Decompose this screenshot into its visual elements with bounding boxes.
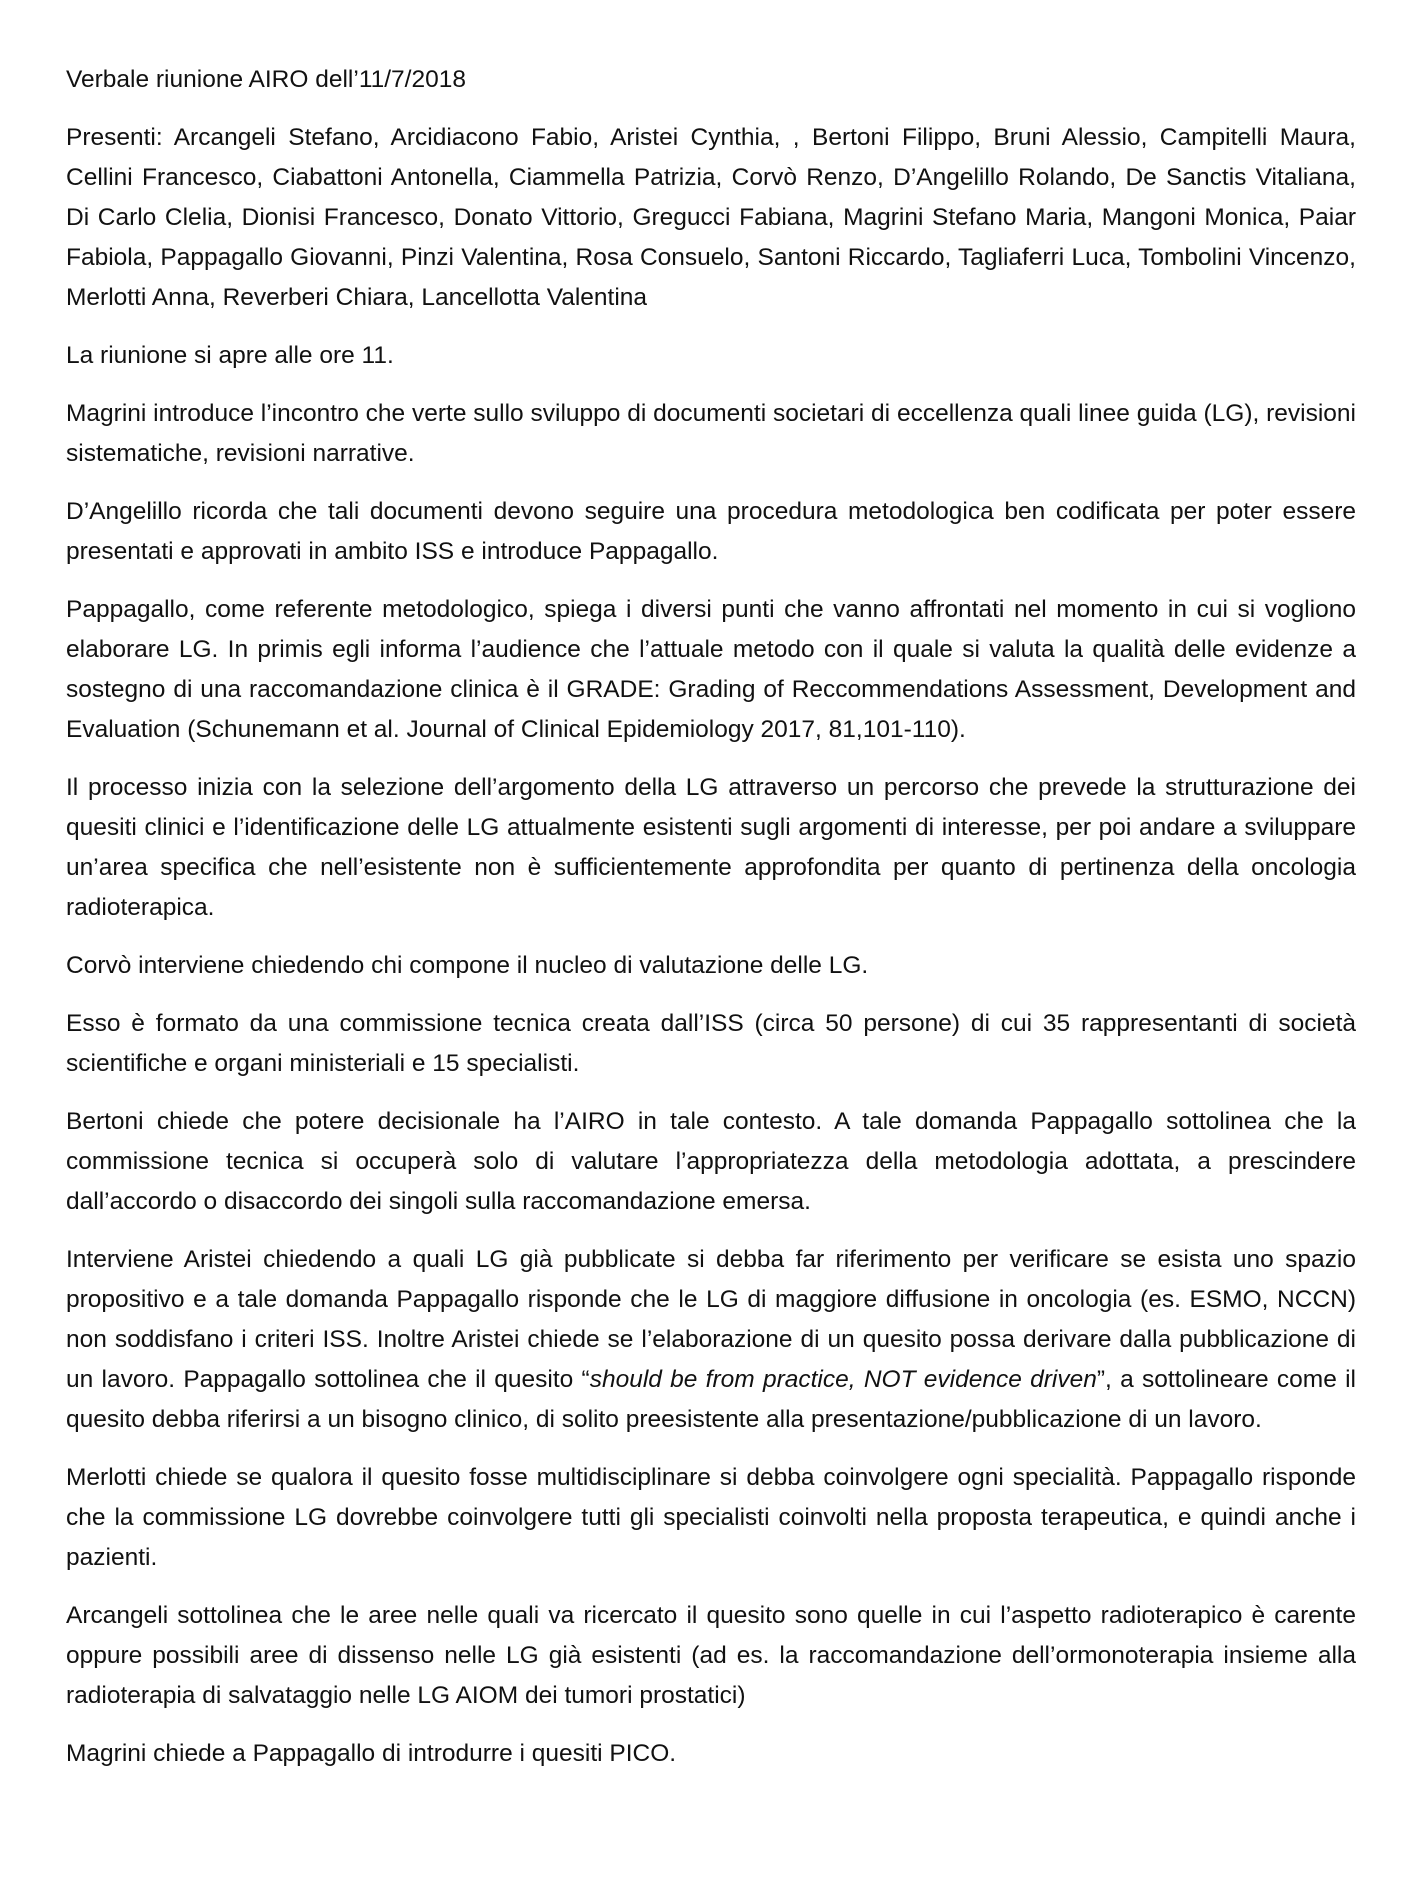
magrini-pico-paragraph: Magrini chiede a Pappagallo di introdurre i quesiti PICO. xyxy=(66,1740,677,1767)
dangelillo-paragraph: D’Angelillo ricorda che tali documenti devono seguire una procedura metodologica ben codificata per poter essere presentati e approvati in ambito ISS e introduce Pappagallo. xyxy=(66,498,1356,565)
document-page xyxy=(66,60,1356,1792)
commission-paragraph: Esso è formato da una commissione tecnica creata dall’ISS (circa 50 persone) di cui 35 rappresentanti di società scientifiche e organi ministeriali e 15 specialisti. xyxy=(66,1010,1356,1077)
bertoni-paragraph: Bertoni chiede che potere decisionale ha l’AIRO in tale contesto. A tale domanda Pappagallo sottolinea che la commissione tecnica si occuperà solo di valutare l’appropriatezza della metodologia adottata, a prescindere dall’accordo o disaccordo dei singoli sulla raccomandazione emersa. xyxy=(66,1108,1356,1215)
document-title: Verbale riunione AIRO dell’11/7/2018 xyxy=(66,66,466,93)
process-paragraph: Il processo inizia con la selezione dell’argomento della LG attraverso un percorso che prevede la strutturazione dei quesiti clinici e l’identificazione delle LG attualmente esistenti sugli argomenti di interesse, per poi andare a sviluppare un’area specifica che nell’esistente non è sufficientemente approfondita per quanto di pertinenza della oncologia radioterapica. xyxy=(66,774,1356,921)
aristei-italic-quote: should be from practice, NOT evidence driven xyxy=(589,1366,1097,1393)
magrini-intro-paragraph: Magrini introduce l’incontro che verte sullo sviluppo di documenti societari di eccellenza quali linee guida (LG), revisioni sistematiche, revisioni narrative. xyxy=(66,400,1356,467)
merlotti-paragraph: Merlotti chiede se qualora il quesito fosse multidisciplinare si debba coinvolgere ogni specialità. Pappagallo risponde che la commissione LG dovrebbe coinvolgere tutti gli specialisti coinvolti nella proposta terapeutica, e quindi anche i pazienti. xyxy=(66,1464,1356,1571)
meeting-opening-paragraph: La riunione si apre alle ore 11. xyxy=(66,342,394,369)
aristei-paragraph xyxy=(66,1240,1356,1440)
arcangeli-paragraph: Arcangeli sottolinea che le aree nelle quali va ricercato il quesito sono quelle in cui l’aspetto radioterapico è carente oppure possibili aree di dissenso nelle LG già esistenti (ad es. la raccomandazione dell’ormonoterapia insieme alla radioterapia di salvataggio nelle LG AIOM dei tumori prostatici) xyxy=(66,1602,1356,1709)
corvo-paragraph: Corvò interviene chiedendo chi compone il nucleo di valutazione delle LG. xyxy=(66,952,869,979)
aristei-text-before: Interviene Aristei chiedendo a quali LG già pubblicate si debba far riferimento per verificare se esista uno spazio propositivo e a tale domanda Pappagallo risponde che le LG di maggiore diffusione in oncologia (es. ESMO, NCCN) non soddisfano i criteri ISS. Inoltre Aristei chiede se l’elaborazione di un quesito possa derivare dalla pubblicazione di un lavoro. Pappagallo sottolinea che il quesito “ xyxy=(66,1246,1356,1393)
attendees-paragraph: Presenti: Arcangeli Stefano, Arcidiacono Fabio, Aristei Cynthia, , Bertoni Filippo, Bruni Alessio, Campitelli Maura, Cellini Francesco, Ciabattoni Antonella, Ciammella Patrizia, Corvò Renzo, D’Angelillo Rolando, De Sanctis Vitaliana, Di Carlo Clelia, Dionisi Francesco, Donato Vittorio, Gregucci Fabiana, Magrini Stefano Maria, Mangoni Monica, Paiar Fabiola, Pappagallo Giovanni, Pinzi Valentina, Rosa Consuelo, Santoni Riccardo, Tagliaferri Luca, Tombolini Vincenzo, Merlotti Anna, Reverberi Chiara, Lancellotta Valentina xyxy=(66,124,1356,311)
pappagallo-grade-paragraph: Pappagallo, come referente metodologico, spiega i diversi punti che vanno affrontati nel momento in cui si vogliono elaborare LG. In primis egli informa l’audience che l’attuale metodo con il quale si valuta la qualità delle evidenze a sostegno di una raccomandazione clinica è il GRADE: Grading of Reccommendations Assessment, Development and Evaluation (Schunemann et al. Journal of Clinical Epidemiology 2017, 81,101-110). xyxy=(66,596,1356,743)
aristei-text-after: ”, a sottolineare come il quesito debba riferirsi a un bisogno clinico, di solito preesistente alla presentazione/pubblicazione di un lavoro. xyxy=(66,1366,1356,1433)
